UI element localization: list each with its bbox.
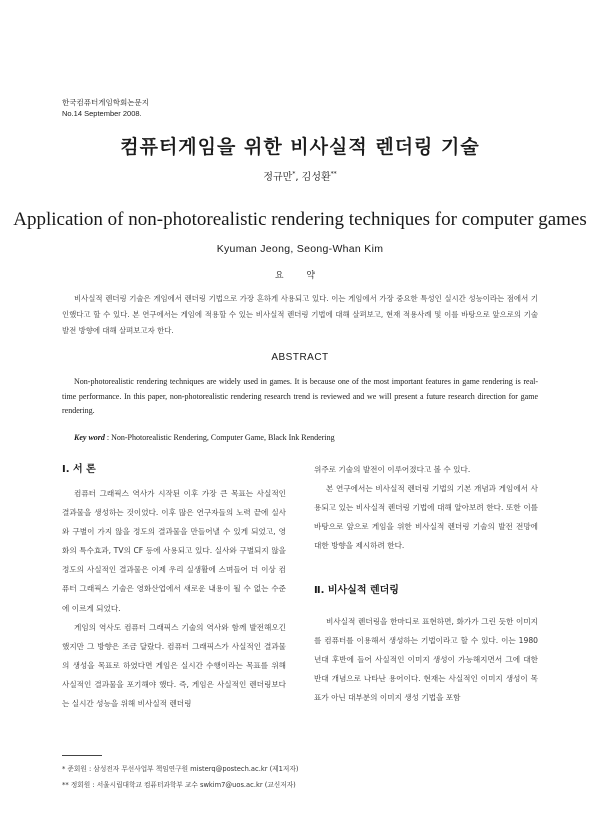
left-column xyxy=(62,484,286,713)
footnote-divider xyxy=(62,755,102,756)
author-separator: , xyxy=(295,172,302,183)
section-1-heading: Ⅰ. 서 론 xyxy=(62,464,96,475)
author-2-mark: ** xyxy=(330,170,337,178)
journal-issue: No.14 September 2008. xyxy=(62,109,142,118)
paper-title-korean: 컴퓨터게임을 위한 비사실적 렌더링 기술 xyxy=(120,136,480,158)
section-1-paragraph-1: 컴퓨터 그래픽스 역사가 시작된 이후 가장 큰 목표는 사실적인 결과물을 생성하는 것이었다. 이후 많은 연구자들의 노력 끝에 실사와 구별이 가지 않을 정도의 결과물을 만들어낼 수 있게 되었고, 영화의 특수효과, TV의 CF 등에 사용되고 있다. 실사와 구별되지 않을 정도의 사실적인 결과물은 이제 우리 실생활에 스며들어 더 이상 컴퓨터 그래픽스 기술은 영화산업에서 새로운 내용이 될 수 없는 수준에 이르게 되었다. xyxy=(62,489,286,613)
abstract-korean-heading: 요 약 xyxy=(274,271,326,281)
section-2-heading: Ⅱ. 비사실적 렌더링 xyxy=(314,585,399,596)
section-2-paragraph-1: 비사실적 렌더링을 한마디로 표현하면, 화가가 그린 듯한 이미지를 컴퓨터를 이용해서 생성하는 기법이라고 할 수 있다. 이는 1980년대 후반에 들어 사실적인 이미지 생성이 가능해지면서 그에 대한 반대 개념으로 나타난 용어이다. 현재는 사실적인 이미지 생성이 목표가 아닌 대부분의 이미지 생성 기법을 포함 xyxy=(314,617,538,703)
keywords xyxy=(74,433,335,442)
authors-korean xyxy=(0,168,600,183)
author-2: 김성환 xyxy=(301,172,331,183)
journal-header xyxy=(62,97,149,119)
abstract-english: Non-photorealistic rendering techniques are widely used in games. It is because one of the most important features in game rendering is real-time performance. In this paper, non-photorealistic rendering research trend is reviewed and we will present a future research direction for game rendering. xyxy=(62,377,538,415)
author-1: 정규만 xyxy=(263,172,293,183)
footnote-2: ** 정회원 : 서울시립대학교 컴퓨터과학부 교수 swkim7@uos.ac.kr (교신저자) xyxy=(62,781,296,789)
section-1-paragraph-2: 게임의 역사도 컴퓨터 그래픽스 기술의 역사와 함께 발전해오긴 했지만 그 방향은 조금 달랐다. 컴퓨터 그래픽스가 사실적인 결과물의 생성을 목표로 하였다면 게임은 실시간 수행이라는 목표를 위해 사실적인 결과물을 포기해야 했다. 즉, 게임은 사실적인 렌더링보다는 실시간 성능을 위해 비사실적 렌더링 xyxy=(62,622,286,709)
journal-name: 한국컴퓨터게임학회논문지 xyxy=(62,98,149,107)
keyword-label: Key word xyxy=(74,433,105,442)
right-column-bottom xyxy=(314,612,538,707)
section-1-paragraph-3: 위주로 기술의 발전이 이루어졌다고 볼 수 있다. xyxy=(314,465,471,474)
footnote-1: * 준회원 : 삼성전자 무선사업부 책임연구원 misterq@postech.ac.kr (제1저자) xyxy=(62,765,299,773)
keyword-text: : Non-Photorealistic Rendering, Computer Game, Black Ink Rendering xyxy=(104,433,335,442)
paper-title-english: Application of non-photorealistic rendering techniques for computer games xyxy=(13,209,587,230)
right-column-top xyxy=(314,460,538,555)
abstract-english-heading: ABSTRACT xyxy=(271,352,329,363)
authors-english: Kyuman Jeong, Seong-Whan Kim xyxy=(216,243,384,255)
author-1-mark: * xyxy=(292,170,296,178)
abstract-korean: 비사실적 렌더링 기술은 게임에서 렌더링 기법으로 가장 흔하게 사용되고 있다. 이는 게임에서 가장 중요한 특성인 실시간 성능이라는 점에서 기인했다고 할 수 있다. 본 연구에서는 게임에 적용할 수 있는 비사실적 렌더링 기법에 대해 살펴보고, 현재 적용사례 및 이를 바탕으로 앞으로의 기술 발전 방향에 대해 살펴보고자 한다. xyxy=(62,294,538,336)
section-1-paragraph-4: 본 연구에서는 비사실적 렌더링 기법의 기본 개념과 게임에서 사용되고 있는 비사실적 렌더링 기법에 대해 알아보려 한다. 또한 이를 바탕으로 앞으로 게임을 위한 비사실적 렌더링 기술의 발전 전망에 대한 방향을 제시하려 한다. xyxy=(314,484,538,551)
